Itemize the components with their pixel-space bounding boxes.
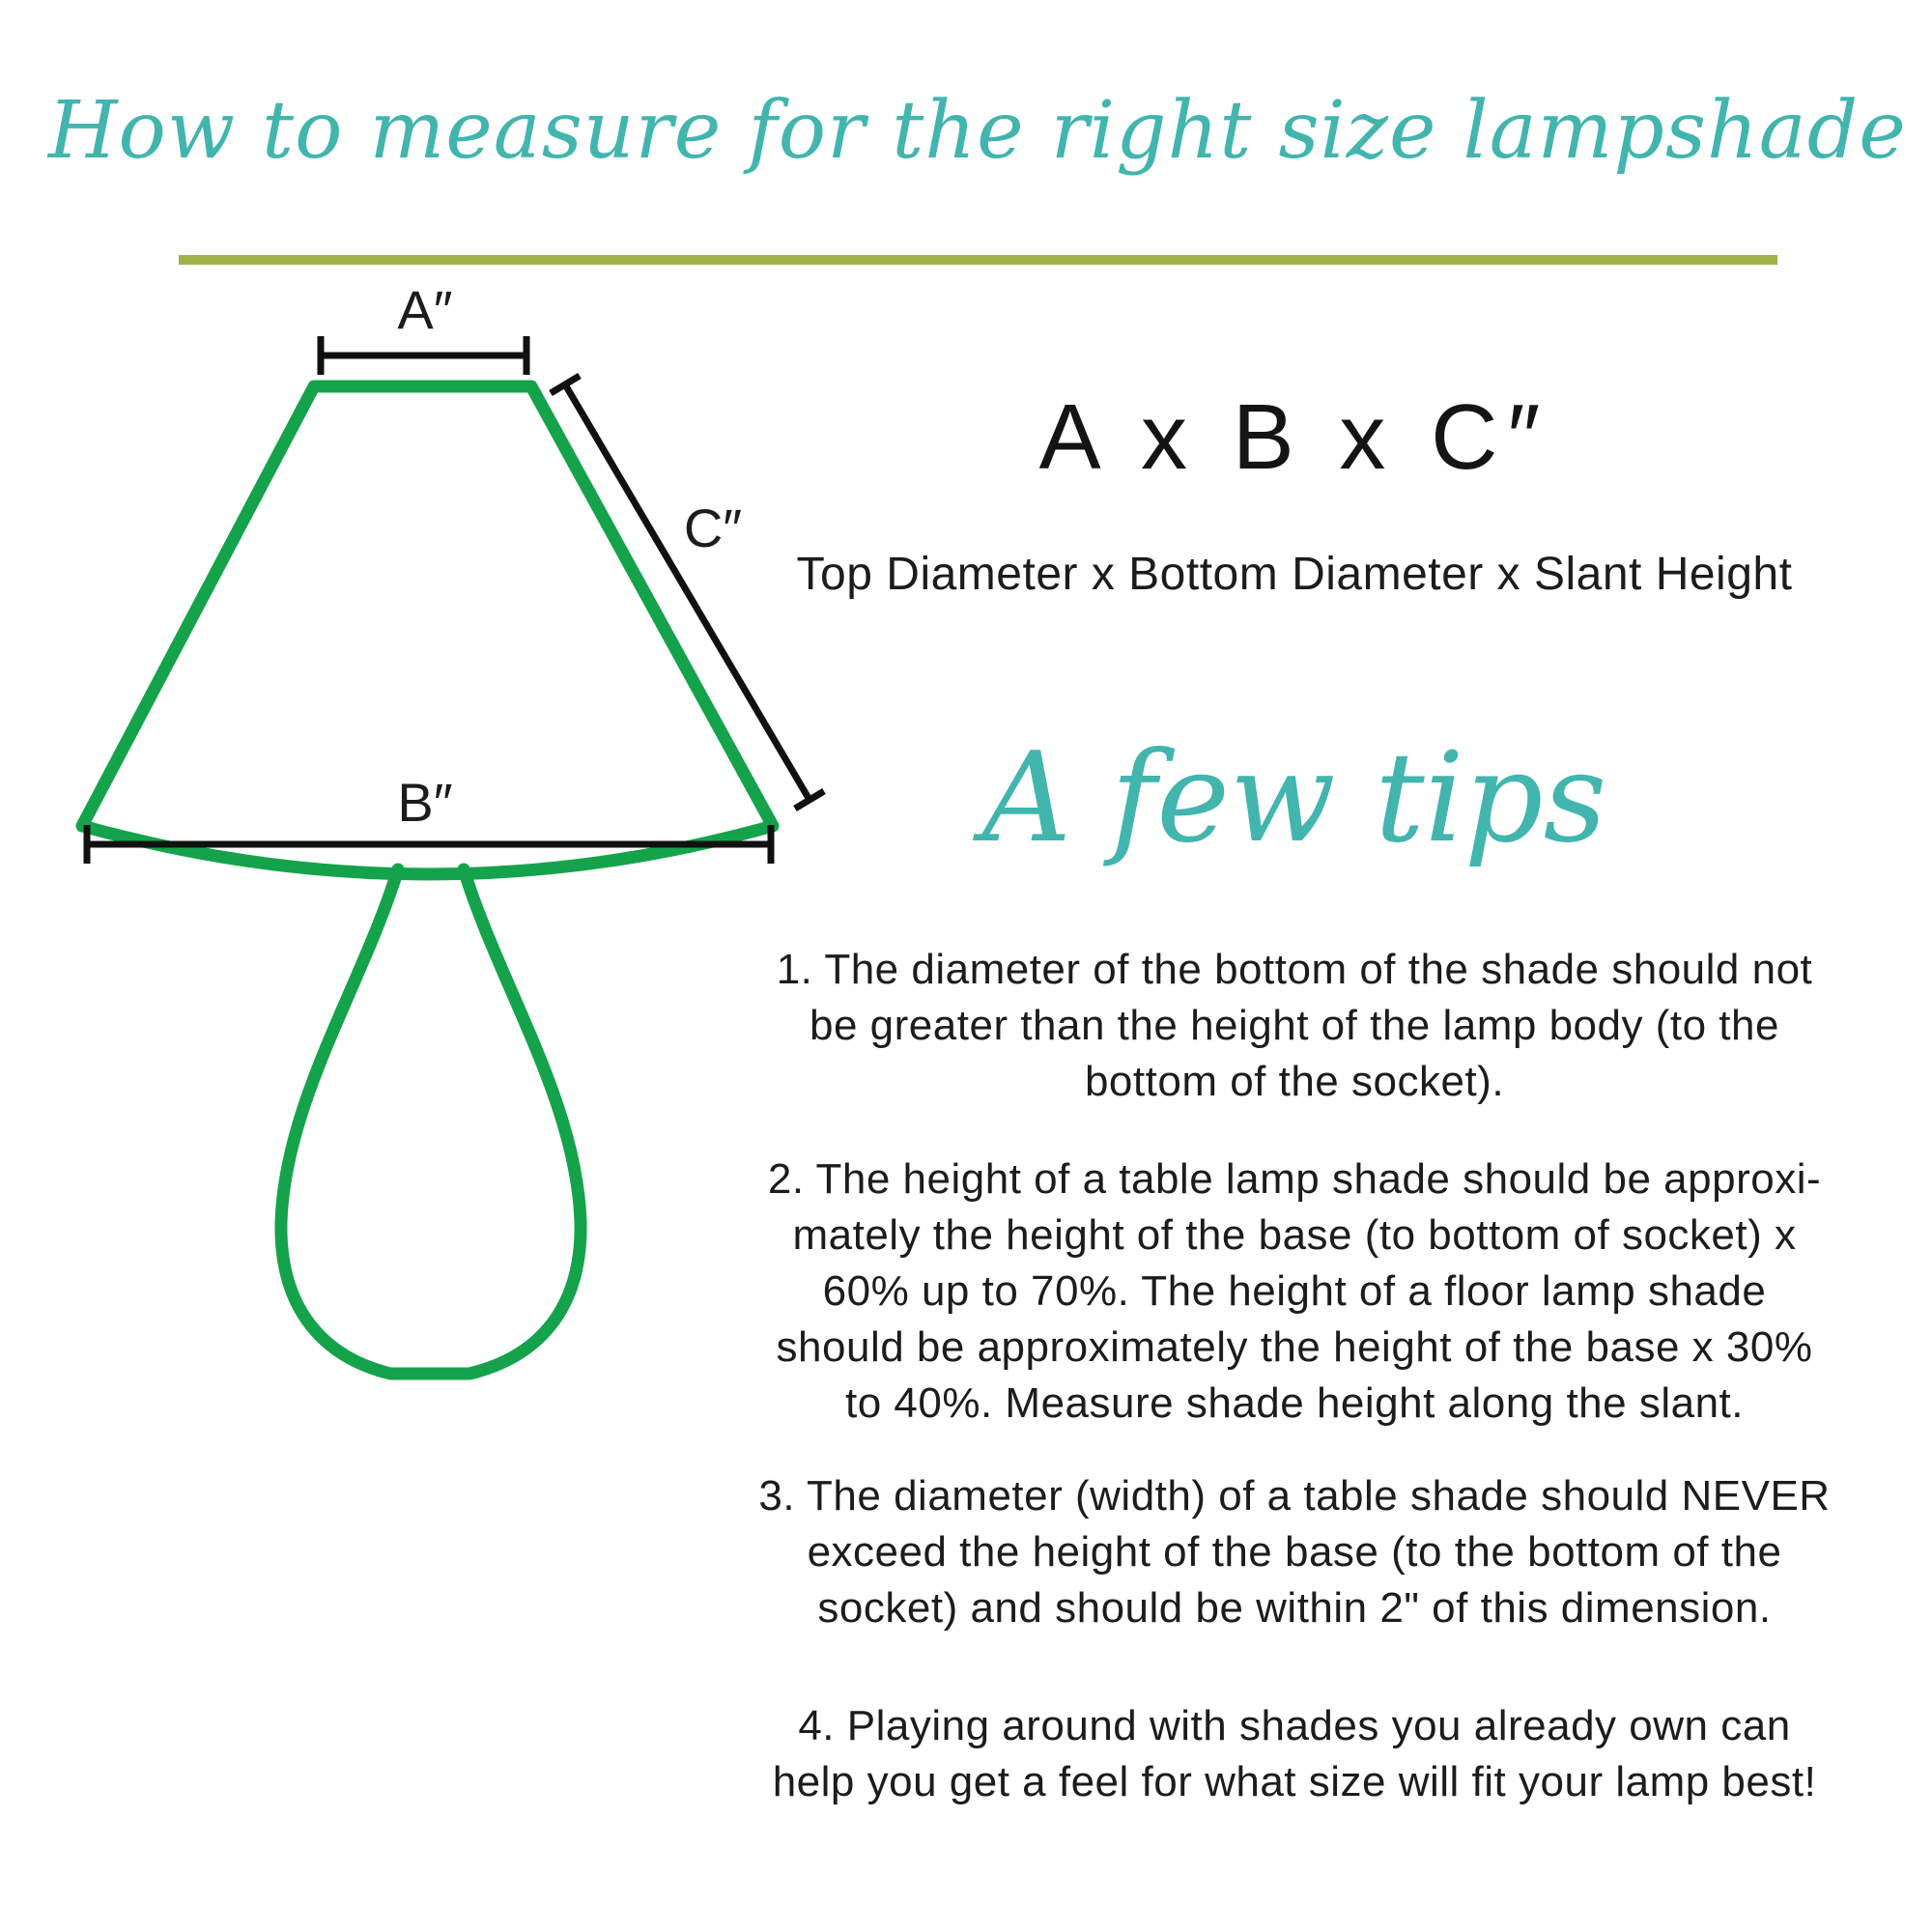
- tips-heading: A few tips: [981, 726, 1607, 870]
- page-title: How to measure for the right size lampshade: [48, 85, 1907, 177]
- lamp-base-outline: [281, 869, 581, 1374]
- tip-3-line: socket) and should be within 2" of this dimension.: [817, 1584, 1772, 1632]
- formula-subtitle: Top Diameter x Bottom Diameter x Slant Height: [796, 549, 1793, 600]
- label-a: A″: [397, 279, 453, 340]
- tip-3-line: 3. The diameter (width) of a table shade should NEVER: [758, 1472, 1831, 1520]
- tip-4: [667, 1698, 1922, 1810]
- tip-1-line: 1. The diameter of the bottom of the shade should not: [776, 946, 1813, 993]
- label-c: C″: [683, 497, 743, 558]
- label-b: B″: [397, 772, 453, 833]
- formula-heading: A x B x C″: [1038, 385, 1550, 489]
- tip-3-line: exceed the height of the base (to the bottom of the: [807, 1528, 1782, 1576]
- tip-2-line: 60% up to 70%. The height of a floor lamp shade: [822, 1267, 1767, 1315]
- dimension-a: [321, 279, 526, 375]
- tip-4-line: help you get a feel for what size will fit your lamp best!: [772, 1758, 1817, 1805]
- tip-1-line: bottom of the socket).: [1084, 1058, 1505, 1105]
- tip-2-line: mately the height of the base (to bottom of socket) x: [792, 1211, 1797, 1259]
- tip-1: [667, 942, 1922, 1110]
- tip-2: [667, 1151, 1922, 1432]
- tip-2-line: should be approximately the height of the base x 30%: [776, 1323, 1813, 1371]
- tip-1-line: be greater than the height of the lamp body (to the: [810, 1002, 1779, 1049]
- tip-3: [667, 1468, 1922, 1636]
- tip-2-line: to 40%. Measure shade height along the slant.: [845, 1379, 1744, 1427]
- tip-2-line: 2. The height of a table lamp shade should be approxi-: [767, 1155, 1822, 1203]
- tip-4-line: 4. Playing around with shades you already own can: [798, 1702, 1791, 1749]
